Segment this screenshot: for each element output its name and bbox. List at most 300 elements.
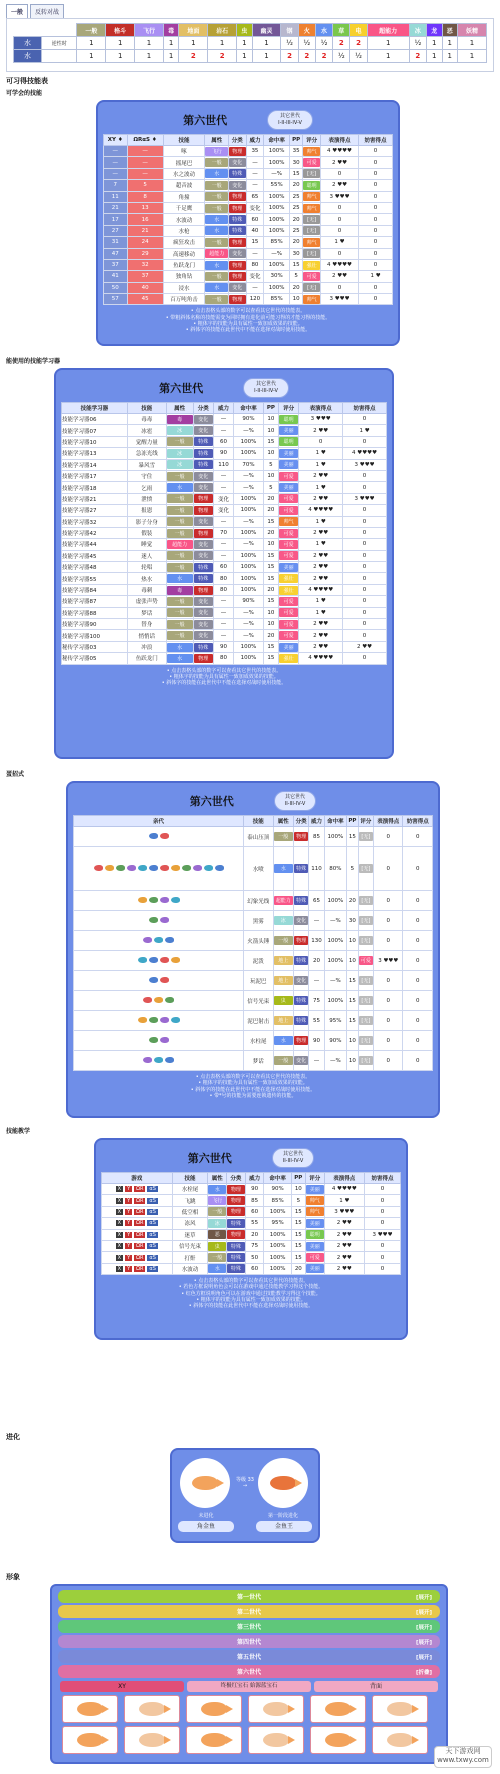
move-pp: 10 [347, 951, 359, 971]
move-pp: 15 [263, 516, 278, 527]
section-evolution-title: 进化 [6, 1433, 20, 1441]
col-header[interactable]: 表演得点 [324, 1173, 364, 1184]
col-header[interactable]: PP [347, 816, 359, 827]
to-name[interactable]: 金鱼王 [256, 1521, 312, 1532]
parent-icons[interactable] [74, 951, 244, 971]
move-name[interactable]: 泰山压顶 [244, 827, 273, 847]
col-header[interactable]: 技能 [172, 1173, 208, 1184]
form-sprite[interactable] [124, 1726, 180, 1754]
gen-bar-toggle[interactable]: [展开] [415, 1654, 432, 1661]
machine-name[interactable]: 技能学习器55 [62, 573, 128, 584]
col-header[interactable]: 技能 [163, 135, 205, 146]
parent-pokemon-icon[interactable] [182, 865, 191, 871]
machine-name[interactable]: 技能学习器100 [62, 630, 128, 641]
machine-name[interactable]: 技能学习器32 [62, 516, 128, 527]
col-header[interactable]: 分类 [227, 1173, 246, 1184]
parent-icons[interactable] [74, 931, 244, 951]
move-name[interactable]: 守住 [127, 470, 166, 481]
parent-pokemon-icon[interactable] [138, 897, 147, 903]
move-name[interactable]: 冰雹 [127, 425, 166, 436]
col-header[interactable]: 属性 [166, 403, 193, 414]
parent-pokemon-icon[interactable] [171, 897, 180, 903]
move-type [166, 448, 193, 459]
egg-moves-table [73, 815, 433, 1071]
move-power: — [213, 539, 233, 550]
gen-bar-label: 第五世代 [236, 1654, 261, 1661]
parent-icons[interactable] [74, 1051, 244, 1071]
col-header[interactable]: PP [291, 1173, 305, 1184]
parent-pokemon-icon[interactable] [143, 937, 152, 943]
appeal: 4 ♥♥♥♥ [320, 259, 358, 270]
parent-icons[interactable] [74, 1031, 244, 1051]
parent-pokemon-icon[interactable] [160, 865, 169, 871]
move-name[interactable]: 独角钻 [163, 271, 205, 282]
move-name[interactable]: 梦话 [244, 1051, 273, 1071]
move-category-chip: 物理 [194, 529, 213, 538]
jam: 1 ♥ [359, 271, 393, 282]
parent-pokemon-icon[interactable] [160, 1017, 169, 1023]
parent-pokemon-icon[interactable] [143, 1057, 152, 1063]
move-accuracy: 100% [264, 146, 290, 157]
move-name[interactable]: 迷草 [172, 1229, 208, 1240]
other-gen-list[interactable]: I-II-III-IV-V [278, 120, 302, 126]
type-header: 冰 [409, 24, 426, 37]
game-flag: ΩR [136, 1197, 144, 1204]
move-name[interactable]: 打鼾 [172, 1252, 208, 1263]
move-name[interactable]: 假装 [127, 527, 166, 538]
move-power: 60 [213, 562, 233, 573]
form-sprite[interactable] [62, 1726, 118, 1754]
parent-icons[interactable] [74, 991, 244, 1011]
move-name[interactable]: 替身 [127, 619, 166, 630]
parent-pokemon-icon[interactable] [171, 957, 180, 963]
parent-pokemon-icon[interactable] [165, 1057, 174, 1063]
move-name[interactable]: 泥泼 [244, 951, 273, 971]
parent-pokemon-icon[interactable] [215, 865, 224, 871]
xy-level: 31 [104, 237, 128, 248]
parent-pokemon-icon[interactable] [149, 917, 158, 923]
gen-bar-toggle[interactable]: [展开] [415, 1609, 432, 1616]
move-name[interactable]: 角撞 [163, 191, 205, 202]
form-sprite[interactable] [248, 1695, 304, 1723]
game-flags [102, 1184, 173, 1195]
move-rating-chip: 聪明 [303, 181, 320, 190]
col-header[interactable]: 命中率 [234, 403, 264, 414]
move-category-chip: 物理 [227, 1230, 245, 1239]
col-header[interactable]: 技能 [244, 816, 273, 827]
move-name[interactable]: 毒毒 [127, 414, 166, 425]
machine-name[interactable]: 技能学习器17 [62, 470, 128, 481]
machine-name[interactable]: 技能学习器44 [62, 539, 128, 550]
gen-bar[interactable] [58, 1590, 440, 1603]
col-header[interactable]: 分类 [228, 135, 246, 146]
col-header[interactable]: 威力 [246, 135, 264, 146]
form-sprite[interactable] [372, 1726, 428, 1754]
move-rating-chip: 可爱 [279, 494, 298, 503]
type-header: 妖精 [458, 24, 487, 37]
move-name[interactable]: 信号光束 [172, 1240, 208, 1251]
oras-level: — [127, 146, 163, 157]
col-header[interactable]: ΩRαS ♦ [127, 135, 163, 146]
other-gen-list[interactable]: II-III-IV-V [284, 801, 306, 807]
move-rating-chip: [无] [359, 916, 373, 925]
machine-name[interactable]: 技能学习器13 [62, 448, 128, 459]
machine-name[interactable]: 技能学习器90 [62, 619, 128, 630]
move-category [193, 425, 213, 436]
oras-level: 32 [127, 259, 163, 270]
move-power: 20 [309, 951, 324, 971]
parent-pokemon-icon[interactable] [138, 1017, 147, 1023]
col-header[interactable]: 威力 [245, 1173, 264, 1184]
form-tab-xy[interactable]: XY [60, 1681, 184, 1692]
machine-name[interactable]: 技能学习器42 [62, 527, 128, 538]
type-cell: 1 [367, 37, 409, 50]
jam: 0 [343, 414, 387, 425]
col-header[interactable]: 分类 [293, 816, 308, 827]
other-gen-pill[interactable] [274, 791, 317, 811]
move-name[interactable]: 千足鹰 [163, 202, 205, 213]
move-name[interactable]: 超音波 [163, 180, 205, 191]
type-cell: 1 [135, 37, 164, 50]
from-name[interactable]: 角金鱼 [178, 1521, 234, 1532]
col-header[interactable]: 妨害得点 [343, 403, 387, 414]
col-header[interactable]: 评分 [305, 1173, 324, 1184]
move-name[interactable]: 水喷 [244, 847, 273, 891]
col-header[interactable]: 分类 [193, 403, 213, 414]
col-header[interactable]: 威力 [213, 403, 233, 414]
col-header[interactable]: 评分 [303, 135, 321, 146]
move-power: 75 [309, 991, 324, 1011]
move-name[interactable]: 百万吨角击 [163, 294, 205, 305]
machine-name[interactable]: 技能学习器18 [62, 482, 128, 493]
machine-name[interactable]: 技能学习器84 [62, 584, 128, 595]
parent-pokemon-icon[interactable] [154, 1057, 163, 1063]
col-header[interactable]: 属性 [208, 1173, 227, 1184]
parent-icons[interactable] [74, 971, 244, 991]
move-category-chip: 变化 [229, 181, 246, 190]
jam: 0 [359, 180, 393, 191]
machine-name[interactable]: 技能学习器88 [62, 607, 128, 618]
note-line: • 点击表格头部的数字可以查看其它世代的技能表。 [190, 308, 306, 315]
appeal: 4 ♥♥♥♥ [299, 584, 343, 595]
form-sprite[interactable] [372, 1695, 428, 1723]
col-header[interactable]: 亲代 [74, 816, 244, 827]
gen-bar[interactable] [58, 1620, 440, 1633]
move-name[interactable]: 高速移动 [163, 248, 205, 259]
move-pp: 5 [263, 459, 278, 470]
gen-bar[interactable] [58, 1665, 440, 1678]
jam: 0 [403, 891, 433, 911]
parent-icons[interactable] [74, 911, 244, 931]
col-header[interactable]: 命中率 [264, 135, 290, 146]
parent-pokemon-icon[interactable] [160, 1037, 169, 1043]
move-name[interactable]: 轮唱 [127, 562, 166, 573]
move-name[interactable]: 鱼跃龙门 [163, 259, 205, 270]
gen-bar[interactable] [58, 1635, 440, 1648]
parent-pokemon-icon[interactable] [193, 865, 202, 871]
move-name[interactable]: 虚张声势 [127, 596, 166, 607]
move-name[interactable]: 睡觉 [127, 539, 166, 550]
move-category-chip: 物理 [229, 204, 246, 213]
move-power: 80 [213, 584, 233, 595]
note-line: • 斜体字的技能在此世代中不能在选择对战时使用技能。 [161, 680, 287, 687]
machine-name[interactable]: 技能学习器45 [62, 550, 128, 561]
move-rating [279, 414, 299, 425]
appeal: 2 ♥♥ [324, 1218, 364, 1229]
gen-bar[interactable] [58, 1605, 440, 1618]
col-header[interactable]: 技能学习器 [62, 403, 128, 414]
parent-pokemon-icon[interactable] [171, 865, 180, 871]
move-name[interactable]: 信号光束 [244, 991, 273, 1011]
move-name[interactable]: 水枪 [163, 225, 205, 236]
parent-pokemon-icon[interactable] [127, 865, 136, 871]
move-name[interactable]: 浸水 [163, 282, 205, 293]
col-header[interactable]: 妨害得点 [365, 1173, 401, 1184]
gen-bar-toggle[interactable]: [展开] [415, 1594, 432, 1601]
other-gen-pill[interactable] [267, 110, 313, 130]
form-sprite[interactable] [310, 1726, 366, 1754]
move-name[interactable]: 乞雨 [127, 482, 166, 493]
parent-pokemon-icon[interactable] [149, 865, 158, 871]
col-header[interactable]: 表演得点 [320, 135, 358, 146]
machine-name[interactable]: 技能学习器21 [62, 493, 128, 504]
gen-bar-toggle[interactable]: [展开] [415, 1624, 432, 1631]
move-accuracy: 100% [264, 214, 290, 225]
move-rating [279, 596, 299, 607]
parent-pokemon-icon[interactable] [149, 1037, 158, 1043]
move-name[interactable]: 低空相 [172, 1206, 208, 1217]
move-name[interactable]: 水之波动 [163, 168, 205, 179]
move-name[interactable]: 觉醒力量 [127, 436, 166, 447]
move-power: — [213, 516, 233, 527]
move-name[interactable]: 水柱尾 [244, 1031, 273, 1051]
machine-name[interactable]: 技能学习器10 [62, 436, 128, 447]
col-header[interactable]: 游戏 [102, 1173, 173, 1184]
parent-pokemon-icon[interactable] [94, 865, 103, 871]
move-name[interactable]: 泥巴射击 [244, 1011, 273, 1031]
col-header[interactable]: 表演得点 [299, 403, 343, 414]
type-cell: ½ [315, 37, 332, 50]
parent-pokemon-icon[interactable] [149, 833, 158, 839]
row-note [42, 50, 77, 63]
type-cell: 1 [458, 37, 487, 50]
col-header[interactable]: 属性 [273, 816, 293, 827]
move-category-chip: 变化 [294, 916, 308, 925]
parent-pokemon-icon[interactable] [154, 997, 163, 1003]
machine-name[interactable]: 技能学习器87 [62, 596, 128, 607]
parent-pokemon-icon[interactable] [149, 897, 158, 903]
move-category [293, 891, 308, 911]
type-row [14, 50, 487, 63]
move-power: 60 [245, 1206, 264, 1217]
goldeen-sprite[interactable] [180, 1458, 230, 1508]
appeal: 1 ♥ [299, 448, 343, 459]
move-name[interactable]: 幻象光线 [244, 891, 273, 911]
parent-pokemon-icon[interactable] [105, 865, 114, 871]
move-category-chip: 物理 [194, 586, 213, 595]
tab-bar [0, 0, 500, 18]
move-rating-chip: [无] [359, 1056, 373, 1065]
col-header[interactable]: 命中率 [264, 1173, 291, 1184]
col-header[interactable]: 威力 [309, 816, 324, 827]
parent-pokemon-icon[interactable] [138, 957, 147, 963]
type-cell: 2 [333, 37, 350, 50]
col-header[interactable]: 命中率 [324, 816, 346, 827]
move-name[interactable]: 水波动 [172, 1263, 208, 1274]
move-accuracy: 100% [234, 641, 264, 652]
other-gen-pill[interactable] [243, 378, 289, 398]
machine-name[interactable]: 技能学习器07 [62, 425, 128, 436]
parent-pokemon-icon[interactable] [138, 865, 147, 871]
move-rating-chip: 帅气 [306, 1196, 324, 1205]
machine-name[interactable]: 技能学习器14 [62, 459, 128, 470]
move-accuracy: 90% [234, 414, 264, 425]
col-header[interactable]: 属性 [205, 135, 229, 146]
type-cell: 1 [77, 37, 106, 50]
parent-icons[interactable] [74, 891, 244, 911]
move-power: — [213, 619, 233, 630]
move-name[interactable]: 毒刺 [127, 584, 166, 595]
col-header[interactable]: 评分 [279, 403, 299, 414]
move-name[interactable]: 鱼跃龙门 [127, 653, 166, 664]
col-header[interactable]: PP [263, 403, 278, 414]
parent-pokemon-icon[interactable] [149, 957, 158, 963]
move-type-chip: 一般 [167, 608, 193, 617]
move-type-chip: 一般 [167, 437, 193, 446]
parent-icons[interactable] [74, 847, 244, 891]
other-gen-list[interactable]: I-II-III-IV-V [254, 388, 278, 394]
col-header[interactable]: PP [289, 135, 302, 146]
move-name[interactable]: 黑雾 [244, 911, 273, 931]
col-header[interactable]: 妨害得点 [359, 135, 393, 146]
parent-pokemon-icon[interactable] [149, 1017, 158, 1023]
move-rating-chip: [无] [303, 169, 320, 178]
parent-pokemon-icon[interactable] [165, 997, 174, 1003]
parent-pokemon-icon[interactable] [149, 977, 158, 983]
machine-name[interactable]: 技能学习器27 [62, 505, 128, 516]
row-type: 水 [14, 50, 42, 63]
move-name[interactable]: 飞跳 [172, 1195, 208, 1206]
move-name[interactable]: 玩泥巴 [244, 971, 273, 991]
move-name[interactable]: 泄愤 [127, 493, 166, 504]
form-sprite[interactable] [62, 1695, 118, 1723]
col-header[interactable]: 技能 [127, 403, 166, 414]
move-accuracy: —% [234, 539, 264, 550]
other-gen-list[interactable]: II-III-IV-V [282, 1158, 304, 1164]
move-name[interactable]: 水栓尾 [172, 1184, 208, 1195]
move-accuracy: 100% [264, 202, 290, 213]
parent-icons[interactable] [74, 827, 244, 847]
other-gen-pill[interactable] [272, 1148, 315, 1168]
move-name[interactable]: 报恩 [127, 505, 166, 516]
move-name[interactable]: 水波动 [163, 214, 205, 225]
col-header[interactable]: 评分 [358, 816, 373, 827]
col-header[interactable]: 表演得点 [374, 816, 403, 827]
gen-bar-toggle[interactable]: [展开] [415, 1639, 432, 1646]
gen-bar[interactable] [58, 1650, 440, 1663]
machine-name[interactable]: 技能学习器48 [62, 562, 128, 573]
move-name[interactable]: 暴风雪 [127, 459, 166, 470]
parent-pokemon-icon[interactable] [143, 997, 152, 1003]
move-name[interactable]: 影子分身 [127, 516, 166, 527]
move-name[interactable]: 摇尾巴 [163, 157, 205, 168]
form-sprite[interactable] [186, 1726, 242, 1754]
parent-pokemon-icon[interactable] [160, 957, 169, 963]
move-category [293, 847, 308, 891]
appeal: 3 ♥♥♥ [320, 191, 358, 202]
move-accuracy: 95% [324, 1011, 346, 1031]
form-sprite[interactable] [186, 1695, 242, 1723]
gen-bar-toggle[interactable]: [折叠] [415, 1669, 432, 1676]
other-gen-label: 其它世代 [284, 794, 305, 800]
move-rating-chip: 帅气 [303, 192, 320, 201]
machine-name[interactable]: 秘传学习器05 [62, 653, 128, 664]
move-name[interactable]: 冲浪 [127, 641, 166, 652]
move-category-chip: 变化 [194, 540, 213, 549]
form-sprite[interactable] [124, 1695, 180, 1723]
appeal: 0 [320, 248, 358, 259]
parent-pokemon-icon[interactable] [171, 1017, 180, 1023]
parent-pokemon-icon[interactable] [160, 833, 169, 839]
level-move-row [104, 214, 393, 225]
jam: 0 [365, 1240, 401, 1251]
form-tab-back[interactable]: 背面 [314, 1681, 438, 1692]
move-name[interactable]: 悄悄话 [127, 630, 166, 641]
move-type-chip: 一般 [274, 832, 293, 841]
col-header[interactable]: 妨害得点 [403, 816, 433, 827]
move-type-chip: 水 [205, 283, 228, 292]
move-name[interactable]: 疯狂攻击 [163, 237, 205, 248]
seaking-sprite[interactable] [258, 1458, 308, 1508]
col-header[interactable]: XY ♦ [104, 135, 128, 146]
parent-pokemon-icon[interactable] [160, 917, 169, 923]
type-cell: 2 [409, 50, 426, 63]
move-type [166, 527, 193, 538]
move-power: — [213, 425, 233, 436]
parent-pokemon-icon[interactable] [165, 937, 174, 943]
form-sprite[interactable] [310, 1695, 366, 1723]
move-name[interactable]: 啄 [163, 146, 205, 157]
form-tab-oras[interactable]: 终极红宝石 始源蓝宝石 [187, 1681, 311, 1692]
parent-pokemon-icon[interactable] [116, 865, 125, 871]
parent-pokemon-icon[interactable] [204, 865, 213, 871]
jam: 0 [359, 146, 393, 157]
move-name[interactable]: 冻风 [172, 1218, 208, 1229]
parent-pokemon-icon[interactable] [154, 937, 163, 943]
move-name[interactable]: 梦话 [127, 607, 166, 618]
parent-pokemon-icon[interactable] [160, 977, 169, 983]
jam: 0 [343, 619, 387, 630]
form-sprite[interactable] [248, 1726, 304, 1754]
machine-name[interactable]: 技能学习器06 [62, 414, 128, 425]
move-name[interactable]: 迷人 [127, 550, 166, 561]
move-rating [305, 1218, 324, 1229]
appeal: 2 ♥♥ [299, 641, 343, 652]
parent-pokemon-icon[interactable] [160, 897, 169, 903]
move-accuracy: 100% [264, 1252, 291, 1263]
machine-name[interactable]: 秘传学习器03 [62, 641, 128, 652]
move-name[interactable]: 热水 [127, 573, 166, 584]
move-name[interactable]: 火箭头锤 [244, 931, 273, 951]
tab-normal[interactable]: 一般 [6, 4, 28, 18]
move-pp: 15 [263, 562, 278, 573]
tab-inverse[interactable]: 反转对战 [30, 4, 64, 18]
move-name[interactable]: 急冻光线 [127, 448, 166, 459]
parent-icons[interactable] [74, 1011, 244, 1031]
move-type-chip: 冰 [167, 460, 193, 469]
jam: 0 [403, 971, 433, 991]
move-rating-chip: 强壮 [303, 261, 320, 270]
